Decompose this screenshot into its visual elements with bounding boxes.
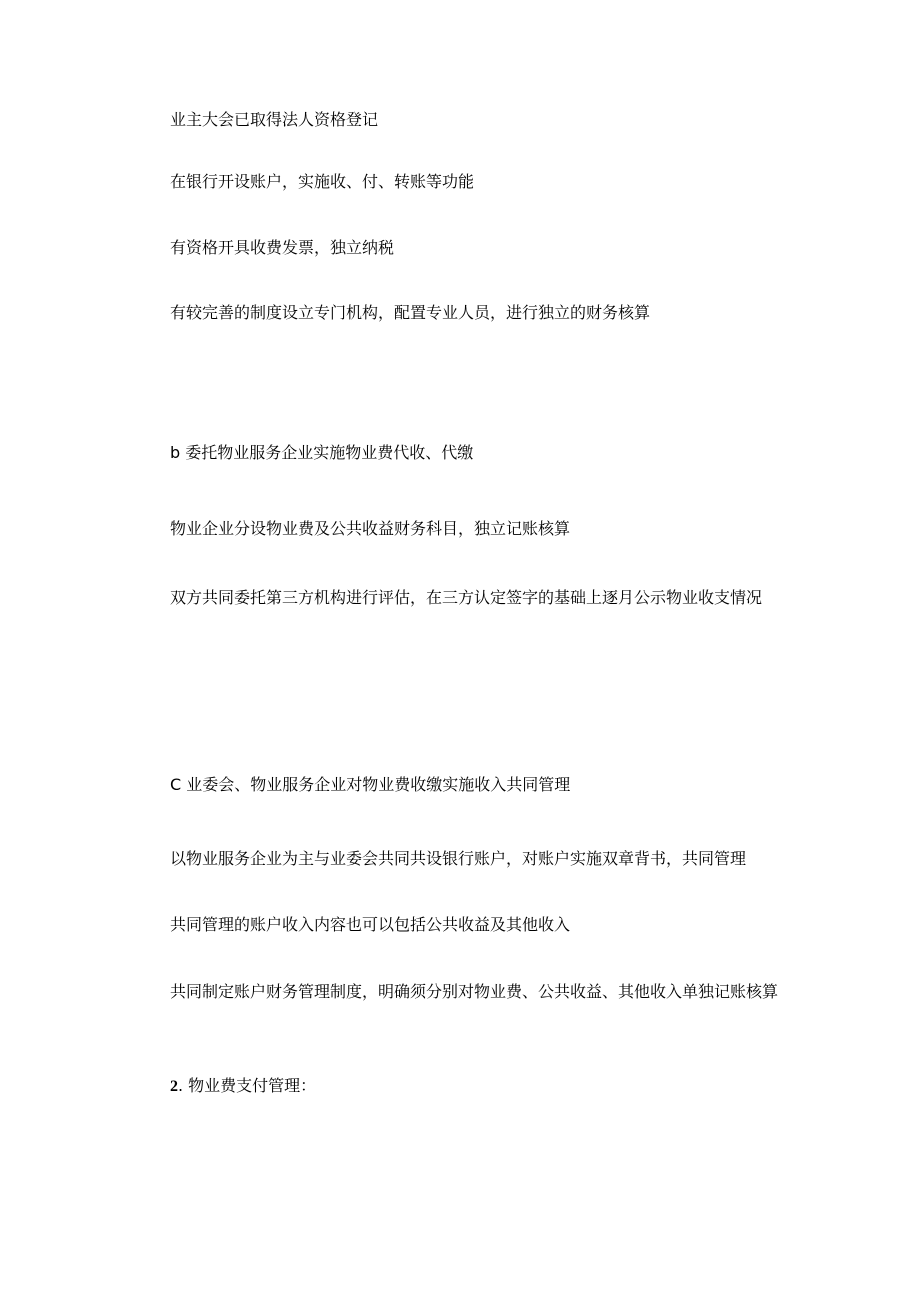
subheading-option-c: C 业委会、物业服务企业对物业费收缴实施收入共同管理: [170, 775, 571, 794]
paragraph-joint-income: 共同管理的账户收入内容也可以包括公共收益及其他收入: [170, 915, 571, 934]
paragraph-joint-finance-rules: 共同制定账户财务管理制度，明确须分别对物业费、公共收益、其他收入单独记账核算: [170, 982, 779, 1001]
paragraph-bank-account: 在银行开设账户，实施收、付、转账等功能: [170, 172, 475, 191]
paragraph-finance-system: 有较完善的制度设立专门机构，配置专业人员，进行独立的财务核算: [170, 303, 651, 322]
paragraph-invoice-tax: 有资格开具收费发票，独立纳税: [170, 238, 395, 257]
section-title: . 物业费支付管理：: [178, 1076, 317, 1095]
section-heading-fee-payment: [138, 1078, 788, 1095]
paragraph-third-party-audit: 双方共同委托第三方机构进行评估，在三方认定签字的基础上逐月公示物业收支情况: [170, 588, 763, 607]
paragraph-joint-bank-account: 以物业服务企业为主与业委会共同共设银行账户，对账户实施双章背书，共同管理: [170, 849, 747, 868]
paragraph-separate-accounts: 物业企业分设物业费及公共收益财务科目，独立记账核算: [170, 519, 571, 538]
paragraph-legal-registration: 业主大会已取得法人资格登记: [170, 110, 379, 129]
section-number: 2: [170, 1078, 178, 1095]
subheading-option-b: b 委托物业服务企业实施物业费代收、代缴: [170, 443, 474, 462]
